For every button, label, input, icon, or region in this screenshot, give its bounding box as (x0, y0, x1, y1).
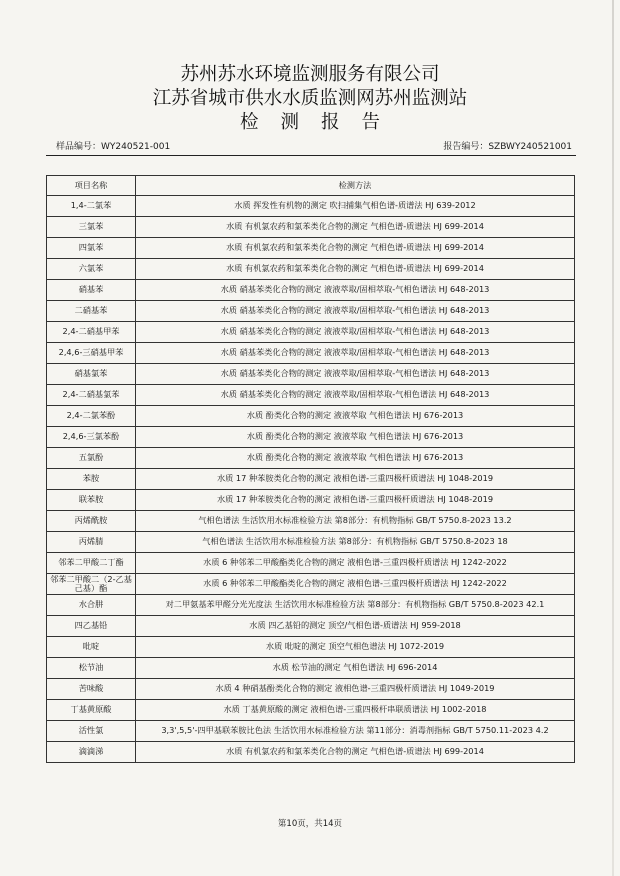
item-name-cell: 吡啶 (47, 637, 136, 658)
item-name-cell: 联苯胺 (47, 490, 136, 511)
method-cell: 水质 酚类化合物的测定 液液萃取 气相色谱法 HJ 676-2013 (136, 427, 575, 448)
item-name-cell: 硝基氯苯 (47, 364, 136, 385)
table-row (47, 553, 575, 574)
sample-number (56, 141, 170, 153)
method-cell: 对二甲氨基苯甲醛分光光度法 生活饮用水标准检验方法 第8部分：有机物指标 GB/T 5750.8-2023 42.1 (136, 595, 575, 616)
table-row (47, 301, 575, 322)
item-name-cell: 硝基苯 (47, 280, 136, 301)
item-name-cell: 2,4-二氯苯酚 (47, 406, 136, 427)
method-cell: 水质 6 种邻苯二甲酸酯类化合物的测定 液相色谱-三重四极杆质谱法 HJ 1242-2022 (136, 574, 575, 595)
item-name-cell: 丁基黄原酸 (47, 700, 136, 721)
method-cell: 水质 4 种硝基酚类化合物的测定 液相色谱-三重四极杆质谱法 HJ 1049-2019 (136, 679, 575, 700)
item-name-cell: 苯胺 (47, 469, 136, 490)
method-table (46, 175, 575, 763)
item-name-cell: 邻苯二甲酸二丁酯 (47, 553, 136, 574)
report-title: 检测报告 (239, 112, 402, 133)
item-name-cell: 苦味酸 (47, 679, 136, 700)
table-row (47, 679, 575, 700)
company-name: 苏州苏水环境监测服务有限公司 (180, 64, 440, 85)
table-row (47, 280, 575, 301)
method-cell: 水质 硝基苯类化合物的测定 液液萃取/固相萃取-气相色谱法 HJ 648-2013 (136, 301, 575, 322)
report-number-value: SZBWY240521001 (488, 142, 572, 152)
table-row (47, 700, 575, 721)
item-name-cell: 2,4-二硝基甲苯 (47, 322, 136, 343)
sample-number-value: WY240521-001 (101, 142, 171, 152)
table-row (47, 532, 575, 553)
item-name-cell: 四乙基铅 (47, 616, 136, 637)
item-name-cell: 邻苯二甲酸二（2-乙基己基）酯 (47, 574, 136, 595)
method-cell: 水质 有机氯农药和氯苯类化合物的测定 气相色谱-质谱法 HJ 699-2014 (136, 238, 575, 259)
table-row (47, 448, 575, 469)
method-cell: 水质 硝基苯类化合物的测定 液液萃取/固相萃取-气相色谱法 HJ 648-2013 (136, 280, 575, 301)
method-cell: 水质 有机氯农药和氯苯类化合物的测定 气相色谱-质谱法 HJ 699-2014 (136, 742, 575, 763)
table-row (47, 238, 575, 259)
item-name-cell: 水合肼 (47, 595, 136, 616)
method-cell: 水质 硝基苯类化合物的测定 液液萃取/固相萃取-气相色谱法 HJ 648-2013 (136, 322, 575, 343)
item-name-cell: 松节油 (47, 658, 136, 679)
method-cell: 水质 酚类化合物的测定 液液萃取 气相色谱法 HJ 676-2013 (136, 406, 575, 427)
method-cell: 水质 6 种邻苯二甲酸酯类化合物的测定 液相色谱-三重四极杆质谱法 HJ 1242-2022 (136, 553, 575, 574)
table-row (47, 511, 575, 532)
method-cell: 气相色谱法 生活饮用水标准检验方法 第8部分：有机物指标 GB/T 5750.8-2023 18 (136, 532, 575, 553)
item-name-cell: 四氯苯 (47, 238, 136, 259)
table-row (47, 490, 575, 511)
table-row (47, 406, 575, 427)
page-footer: 第10页，共14页 (277, 819, 343, 829)
method-cell: 水质 17 种苯胺类化合物的测定 液相色谱-三重四极杆质谱法 HJ 1048-2019 (136, 490, 575, 511)
table-row (47, 427, 575, 448)
table-row (47, 721, 575, 742)
sample-number-label: 样品编号： (56, 142, 102, 152)
table-row (47, 616, 575, 637)
item-name-cell: 活性氯 (47, 721, 136, 742)
table-row (47, 742, 575, 763)
item-name-cell: 滴滴涕 (47, 742, 136, 763)
item-name-cell: 六氯苯 (47, 259, 136, 280)
method-cell: 水质 硝基苯类化合物的测定 液液萃取/固相萃取-气相色谱法 HJ 648-2013 (136, 385, 575, 406)
table-row (47, 595, 575, 616)
report-number-label: 报告编号： (443, 142, 489, 152)
table-row (47, 658, 575, 679)
item-name-cell: 2,4-二硝基氯苯 (47, 385, 136, 406)
table-row (47, 217, 575, 238)
scan-edge (612, 0, 614, 876)
table-row (47, 637, 575, 658)
method-cell: 水质 硝基苯类化合物的测定 液液萃取/固相萃取-气相色谱法 HJ 648-2013 (136, 364, 575, 385)
item-name-cell: 丙烯腈 (47, 532, 136, 553)
item-name-cell: 三氯苯 (47, 217, 136, 238)
table-row (47, 343, 575, 364)
method-cell: 水质 硝基苯类化合物的测定 液液萃取/固相萃取-气相色谱法 HJ 648-2013 (136, 343, 575, 364)
method-cell: 水质 17 种苯胺类化合物的测定 液相色谱-三重四极杆质谱法 HJ 1048-2019 (136, 469, 575, 490)
method-cell: 气相色谱法 生活饮用水标准检验方法 第8部分：有机物指标 GB/T 5750.8-2023 13.2 (136, 511, 575, 532)
table-row (47, 469, 575, 490)
method-cell: 水质 松节油的测定 气相色谱法 HJ 696-2014 (136, 658, 575, 679)
method-cell: 水质 酚类化合物的测定 液液萃取 气相色谱法 HJ 676-2013 (136, 448, 575, 469)
table-row (47, 322, 575, 343)
table-row (47, 385, 575, 406)
item-name-cell: 2,4,6-三硝基甲苯 (47, 343, 136, 364)
table-row (47, 259, 575, 280)
station-name: 江苏省城市供水水质监测网苏州监测站 (152, 88, 468, 109)
method-cell: 水质 挥发性有机物的测定 吹扫捕集气相色谱-质谱法 HJ 639-2012 (136, 196, 575, 217)
header-method: 检测方法 (136, 176, 575, 196)
method-cell: 水质 吡啶的测定 顶空气相色谱法 HJ 1072-2019 (136, 637, 575, 658)
item-name-cell: 五氯酚 (47, 448, 136, 469)
method-cell: 3,3',5,5'-四甲基联苯胺比色法 生活饮用水标准检验方法 第11部分：消毒剂指标 GB/T 5750.11-2023 4.2 (136, 721, 575, 742)
item-name-cell: 二硝基苯 (47, 301, 136, 322)
header-divider (46, 155, 576, 156)
method-cell: 水质 有机氯农药和氯苯类化合物的测定 气相色谱-质谱法 HJ 699-2014 (136, 259, 575, 280)
table-row (47, 574, 575, 595)
header-item-name: 项目名称 (47, 176, 136, 196)
method-cell: 水质 有机氯农药和氯苯类化合物的测定 气相色谱-质谱法 HJ 699-2014 (136, 217, 575, 238)
table-row (47, 196, 575, 217)
table-row (47, 364, 575, 385)
table-header-row (47, 176, 575, 196)
item-name-cell: 丙烯酰胺 (47, 511, 136, 532)
item-name-cell: 2,4,6-三氯苯酚 (47, 427, 136, 448)
method-cell: 水质 四乙基铅的测定 顶空/气相色谱-质谱法 HJ 959-2018 (136, 616, 575, 637)
method-cell: 水质 丁基黄原酸的测定 液相色谱-三重四极杆串联质谱法 HJ 1002-2018 (136, 700, 575, 721)
report-number (443, 141, 572, 153)
item-name-cell: 1,4-二氯苯 (47, 196, 136, 217)
